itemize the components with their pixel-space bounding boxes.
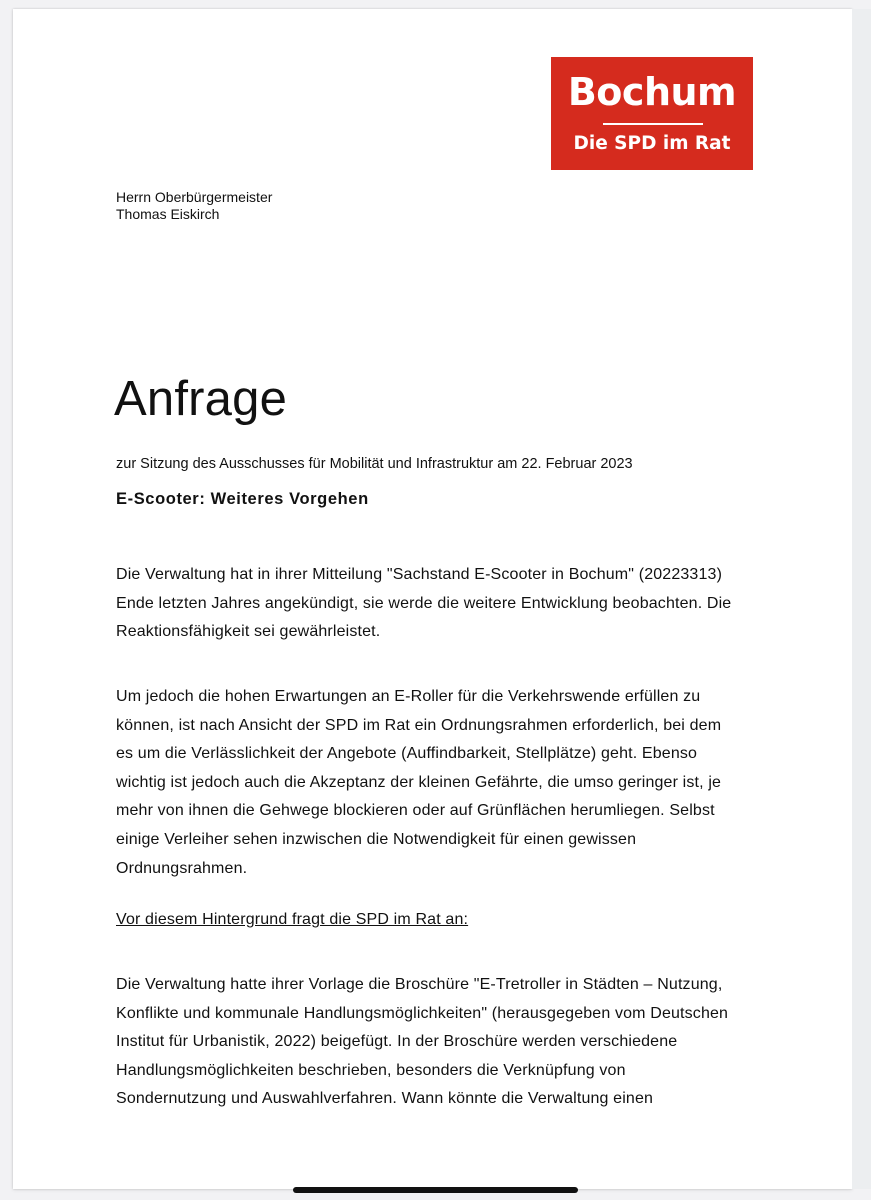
address-line: Herrn Oberbürgermeister	[116, 189, 273, 205]
text-line: Die Verwaltung hat in ihrer Mitteilung "Sachstand E-Scooter in Bochum" (20223313)	[116, 566, 723, 583]
paragraph-intro	[116, 561, 731, 647]
text-line: Ende letzten Jahres angekündigt, sie werde die weitere Entwicklung beobachten. Die	[116, 594, 732, 612]
paragraph-reasoning	[116, 683, 721, 883]
text-line: Handlungsmöglichkeiten beschrieben, besonders die Verknüpfung von	[116, 1061, 626, 1079]
text-line: Sondernutzung und Auswahlverfahren. Wann könnte die Verwaltung einen	[116, 1090, 654, 1108]
text-line: mehr von ihnen die Gehwege blockieren oder auf Grünflächen herumliegen. Selbst	[116, 802, 715, 820]
recipient-address	[116, 189, 272, 223]
document-page	[13, 9, 852, 1189]
paragraph-question	[116, 971, 728, 1114]
logo-city-text: Bochum	[567, 70, 737, 114]
text-line: Reaktionsfähigkeit sei gewährleistet.	[116, 623, 381, 641]
question-intro: Vor diesem Hintergrund fragt die SPD im Rat an:	[116, 911, 469, 928]
logo-subtitle-text: Die SPD im Rat	[573, 133, 731, 154]
home-indicator-bar[interactable]	[293, 1187, 578, 1193]
address-line: Thomas Eiskirch	[116, 206, 220, 222]
text-line: es um die Verlässlichkeit der Angebote (Auffindbarkeit, Stellplätze) geht. Ebenso	[116, 745, 698, 763]
text-line: Ordnungsrahmen.	[116, 859, 248, 877]
document-title: Anfrage	[114, 372, 288, 426]
meeting-line: zur Sitzung des Ausschusses für Mobilität und Infrastruktur am 22. Februar 2023	[116, 456, 633, 472]
text-line: Institut für Urbanistik, 2022) beigefügt. In der Broschüre werden verschiedene	[116, 1033, 678, 1051]
text-line: Die Verwaltung hatte ihrer Vorlage die Broschüre "E-Tretroller in Städten – Nutzung,	[116, 976, 723, 993]
logo-divider	[603, 123, 703, 125]
text-line: einige Verleiher sehen inzwischen die Notwendigkeit für einen gewissen	[116, 830, 637, 848]
subject-heading: E-Scooter: Weiteres Vorgehen	[116, 490, 369, 508]
text-line: wichtig ist jedoch auch die Akzeptanz der kleinen Gefährte, die umso geringer ist, je	[116, 773, 722, 791]
text-line: Konflikte und kommunale Handlungsmöglichkeiten" (herausgegeben vom Deutschen	[116, 1004, 729, 1022]
viewer-right-margin	[852, 9, 871, 1189]
spd-bochum-logo	[551, 57, 753, 170]
text-line: können, ist nach Ansicht der SPD im Rat ein Ordnungsrahmen erforderlich, bei dem	[116, 716, 722, 734]
text-line: Um jedoch die hohen Erwartungen an E-Roller für die Verkehrswende erfüllen zu	[116, 688, 701, 705]
